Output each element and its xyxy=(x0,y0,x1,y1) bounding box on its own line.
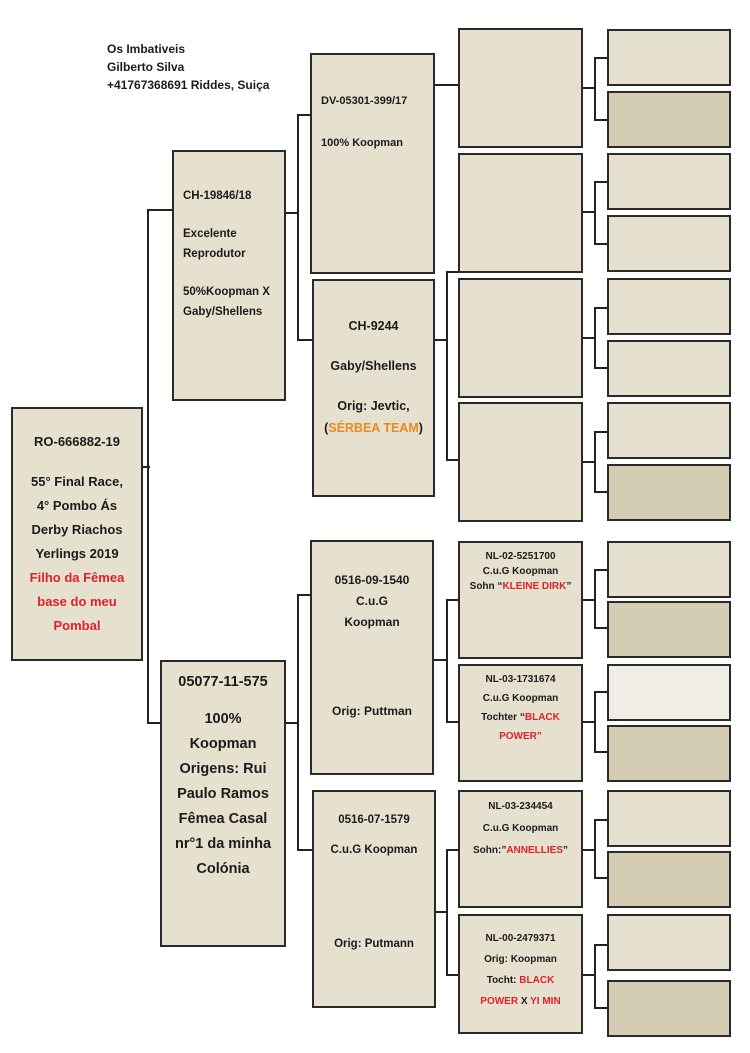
dam-line-7: Colónia xyxy=(196,861,250,877)
ddd-name-2: POWER xyxy=(480,996,519,1007)
paren-close: ) xyxy=(418,421,423,435)
dam-card xyxy=(160,660,286,947)
dam-sire-sire-card xyxy=(458,541,583,659)
ddd-cross: X xyxy=(518,996,531,1007)
dam-sire-dam-card xyxy=(458,664,583,782)
dam-line-2: Koopman xyxy=(189,736,257,752)
ddd-name-3: YI MIN xyxy=(530,996,561,1007)
ancestor-card-blank xyxy=(607,664,731,721)
dam-line-3: Origens: Rui xyxy=(179,761,267,777)
dds-line-1: C.u.G Koopman xyxy=(482,823,559,834)
subject-pigeon-card xyxy=(11,407,143,661)
sire-sire-card xyxy=(310,53,435,274)
sire-dam-line-3 xyxy=(314,417,433,439)
subject-line-4: Yerlings 2019 xyxy=(35,546,119,561)
subject-note-1: Filho da Fêmea xyxy=(29,570,125,585)
breeder-contact: +41767368691 Riddes, Suiça xyxy=(107,78,270,92)
sire-sire-ring: DV-05301-399/17 xyxy=(321,95,408,107)
sire-sire-line-1: 100% Koopman xyxy=(321,137,403,149)
dam-sire-line-3: Orig: Puttman xyxy=(332,704,412,718)
dsd-line-3: POWER” xyxy=(499,731,542,742)
ancestor-card-blank xyxy=(607,790,731,847)
ancestor-card-blank xyxy=(607,340,731,397)
ancestor-card-blank xyxy=(607,914,731,971)
dam-dam-line-2: Orig: Putmann xyxy=(334,938,414,950)
dam-ring: 05077-11-575 xyxy=(178,674,268,690)
dam-dam-line-1: C.u.G Koopman xyxy=(330,844,418,856)
ancestor-card-blank xyxy=(607,402,731,459)
sire-dam-card xyxy=(312,279,435,497)
ancestor-card-blank xyxy=(607,725,731,782)
ddd-line-2 xyxy=(460,970,581,991)
dds-name: ANNELLIES xyxy=(506,845,563,856)
dss-name: KLEINE DIRK xyxy=(502,581,567,592)
dds-line-2 xyxy=(460,840,581,862)
dam-line-4: Paulo Ramos xyxy=(177,786,269,802)
sire-line-3: 50%Koopman X xyxy=(183,286,270,298)
subject-note-3: Pombal xyxy=(53,618,101,633)
sire-card xyxy=(172,150,286,401)
dss-prefix: Sohn “ xyxy=(469,581,503,592)
sire-line-4: Gaby/Shellens xyxy=(183,306,263,318)
sire-line-1: Excelente xyxy=(183,228,237,240)
subject-line-2: 4° Pombo Ás xyxy=(36,498,118,513)
ancestor-card-blank xyxy=(607,215,731,272)
dam-dam-ring: 0516-07-1579 xyxy=(338,814,410,826)
dam-sire-line-1: C.u.G xyxy=(356,594,388,608)
dam-line-1: 100% xyxy=(204,711,242,727)
dss-line-1: C.u.G Koopman xyxy=(482,566,559,577)
subject-line-1: 55° Final Race, xyxy=(31,474,123,489)
dds-suffix: ” xyxy=(563,845,568,856)
ancestor-card-blank xyxy=(458,278,583,398)
dss-ring: NL-02-5251700 xyxy=(485,551,556,562)
sire-dam-ring: CH-9244 xyxy=(348,319,399,333)
ancestor-card-blank xyxy=(607,851,731,908)
dss-line-2 xyxy=(460,579,581,594)
ancestor-card-blank xyxy=(458,153,583,273)
dam-sire-card xyxy=(310,540,434,775)
breeder-name: Gilberto Silva xyxy=(107,60,185,74)
ancestor-card-blank xyxy=(458,28,583,148)
ancestor-card-blank xyxy=(607,980,731,1037)
ancestor-card-blank xyxy=(607,29,731,86)
breeder-loft-name: Os Imbativeis xyxy=(107,42,186,56)
dsd-line-1: C.u.G Koopman xyxy=(482,693,559,704)
sire-dam-line-2: Orig: Jevtic, xyxy=(337,399,410,413)
ancestor-card-blank xyxy=(607,601,731,658)
sire-ring: CH-19846/18 xyxy=(183,190,252,202)
sire-dam-line-1: Gaby/Shellens xyxy=(330,359,417,373)
subject-ring: RO-666882-19 xyxy=(34,434,120,449)
dsd-name: BLACK xyxy=(524,712,560,723)
dam-dam-dam-card xyxy=(458,914,583,1034)
paren-open: ( xyxy=(324,421,329,435)
dam-line-5: Fêmea Casal xyxy=(178,811,268,827)
team-name: SÉRBEA TEAM xyxy=(328,421,419,435)
ddd-prefix: Tocht: xyxy=(486,975,520,986)
ddd-line-3 xyxy=(460,991,581,1012)
ddd-ring: NL-00-2479371 xyxy=(485,933,556,944)
subject-note-2: base do meu xyxy=(37,594,117,609)
subject-line-3: Derby Riachos xyxy=(31,522,123,537)
ancestor-card-blank xyxy=(607,153,731,210)
dam-sire-ring: 0516-09-1540 xyxy=(334,573,410,587)
dds-prefix: Sohn:” xyxy=(473,845,507,856)
ddd-line-1: Orig: Koopman xyxy=(484,954,557,965)
ancestor-card-blank xyxy=(607,541,731,598)
sire-line-2: Reprodutor xyxy=(183,248,246,260)
dsd-prefix: Tochter “ xyxy=(481,712,525,723)
dam-sire-line-2: Koopman xyxy=(344,615,400,629)
dam-dam-sire-card xyxy=(458,790,583,908)
ancestor-card-blank xyxy=(607,91,731,148)
ddd-name-1: BLACK xyxy=(519,975,555,986)
dds-ring: NL-03-234454 xyxy=(488,801,553,812)
ancestor-card-blank xyxy=(607,464,731,521)
ancestor-card-blank xyxy=(458,402,583,522)
dam-line-6: nr°1 da minha xyxy=(174,836,272,852)
dss-suffix: ” xyxy=(566,581,572,592)
dsd-line-2 xyxy=(460,708,581,727)
dam-dam-card xyxy=(312,790,436,1008)
ancestor-card-blank xyxy=(607,278,731,335)
dsd-ring: NL-03-1731674 xyxy=(485,674,556,685)
